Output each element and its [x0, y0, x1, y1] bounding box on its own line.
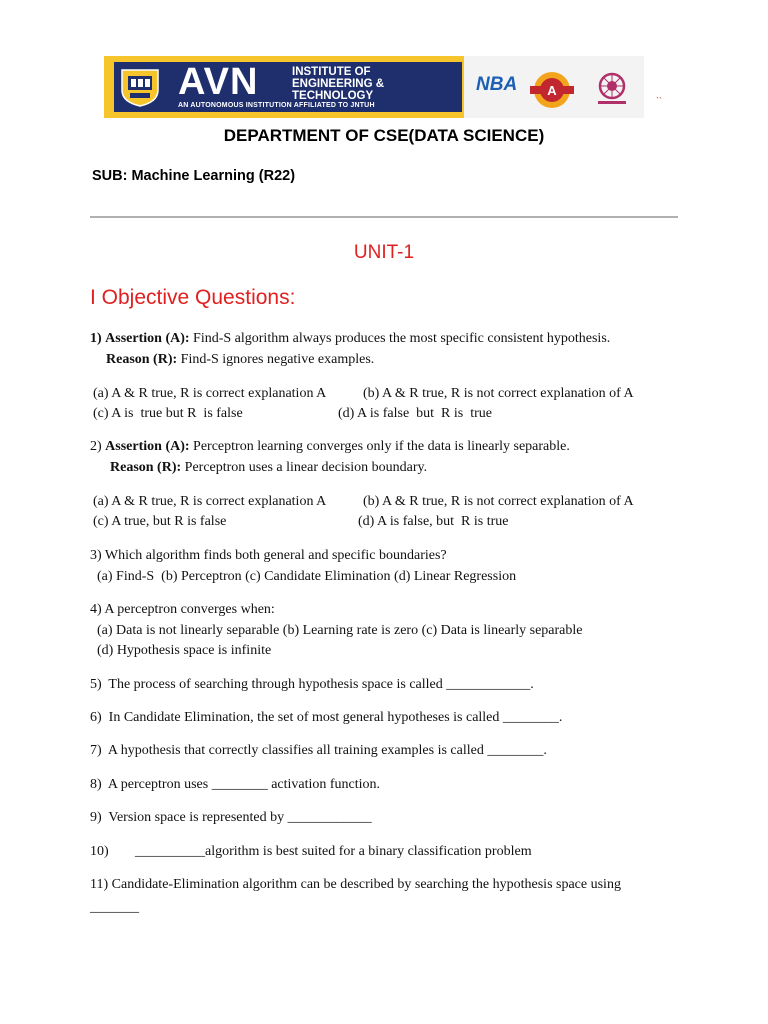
q11-text-line-2: _______ [90, 900, 139, 915]
naac-badge-icon [526, 70, 578, 110]
q2-assertion [90, 438, 570, 455]
q2-option-a: (a) A & R true, R is correct explanation A [93, 494, 327, 509]
horizontal-rule [90, 216, 678, 218]
q6-text: 6) In Candidate Elimination, the set of most general hypotheses is called ________. [90, 710, 563, 725]
unit-title: UNIT-1 [353, 242, 415, 263]
ugc-emblem-icon [592, 70, 632, 108]
q1-option-c: (c) A is true but R is false [93, 406, 243, 421]
q2-option-c: (c) A true, but R is false [93, 514, 227, 529]
q5-text: 5) The process of searching through hypothesis space is called ____________. [90, 677, 534, 692]
department-title: DEPARTMENT OF CSE(DATA SCIENCE) [223, 126, 545, 145]
decoration-marks: `` [656, 96, 662, 106]
q8-text: 8) A perceptron uses ________ activation function. [90, 777, 381, 792]
q2-assertion-text: Perceptron learning converges only if the data is linearly separable. [193, 439, 570, 454]
institute-name [292, 66, 462, 102]
q4-options-2: (d) Hypothesis space is infinite [97, 643, 272, 658]
q1-assertion [90, 330, 610, 347]
q4-text: 4) A perceptron converges when: [90, 602, 275, 617]
logo-text: AVN [178, 61, 259, 103]
q1-option-b: (b) A & R true, R is not correct explanation of A [363, 386, 634, 401]
q2-reason-text: Perceptron uses a linear decision boundary. [184, 460, 428, 475]
nba-logo: NBA [476, 74, 518, 95]
q2-reason [110, 459, 427, 476]
naac-grade: A [547, 83, 557, 98]
q1-reason-label: Reason (R): [106, 352, 178, 367]
q1-reason [106, 351, 374, 368]
q1-reason-text: Find-S ignores negative examples. [180, 352, 375, 367]
q2-assertion-label: Assertion (A): [105, 439, 190, 454]
q4-options-1: (a) Data is not linearly separable (b) Learning rate is zero (c) Data is linearly separable [97, 623, 583, 638]
q10-text: __________algorithm is best suited for a binary classification problem [135, 844, 532, 859]
q1-option-a: (a) A & R true, R is correct explanation A [93, 386, 327, 401]
q2-option-d: (d) A is false, but R is true [358, 514, 509, 529]
institute-line-3: TECHNOLOGY [292, 90, 374, 102]
college-crest-icon [118, 66, 162, 108]
subject-line: SUB: Machine Learning (R22) [92, 168, 296, 184]
q11-text-line-1: 11) Candidate-Elimination algorithm can be described by searching the hypothesis space using [90, 877, 621, 892]
institute-line-1: INSTITUTE OF [292, 66, 371, 78]
q1-assertion-label: Assertion (A): [105, 331, 190, 346]
q3-text: 3) Which algorithm finds both general and specific boundaries? [90, 548, 447, 563]
q2-reason-label: Reason (R): [110, 460, 182, 475]
institute-line-2: ENGINEERING & [292, 78, 385, 90]
q2-option-b: (b) A & R true, R is not correct explanation of A [363, 494, 634, 509]
institute-tagline: AN AUTONOMOUS INSTITUTION AFFILIATED TO JNTUH [178, 102, 375, 109]
q1-number: 1) [90, 331, 102, 346]
q10-number: 10) [90, 844, 109, 859]
section-title: I Objective Questions: [90, 286, 296, 309]
q9-text: 9) Version space is represented by ____________ [90, 810, 372, 825]
q3-options: (a) Find-S (b) Perceptron (c) Candidate Elimination (d) Linear Regression [97, 569, 517, 584]
q1-option-d: (d) A is false but R is true [338, 406, 492, 421]
q2-number: 2) [90, 439, 102, 454]
q7-text: 7) A hypothesis that correctly classifies all training examples is called ________. [90, 743, 547, 758]
q1-assertion-text: Find-S algorithm always produces the most specific consistent hypothesis. [193, 331, 611, 346]
